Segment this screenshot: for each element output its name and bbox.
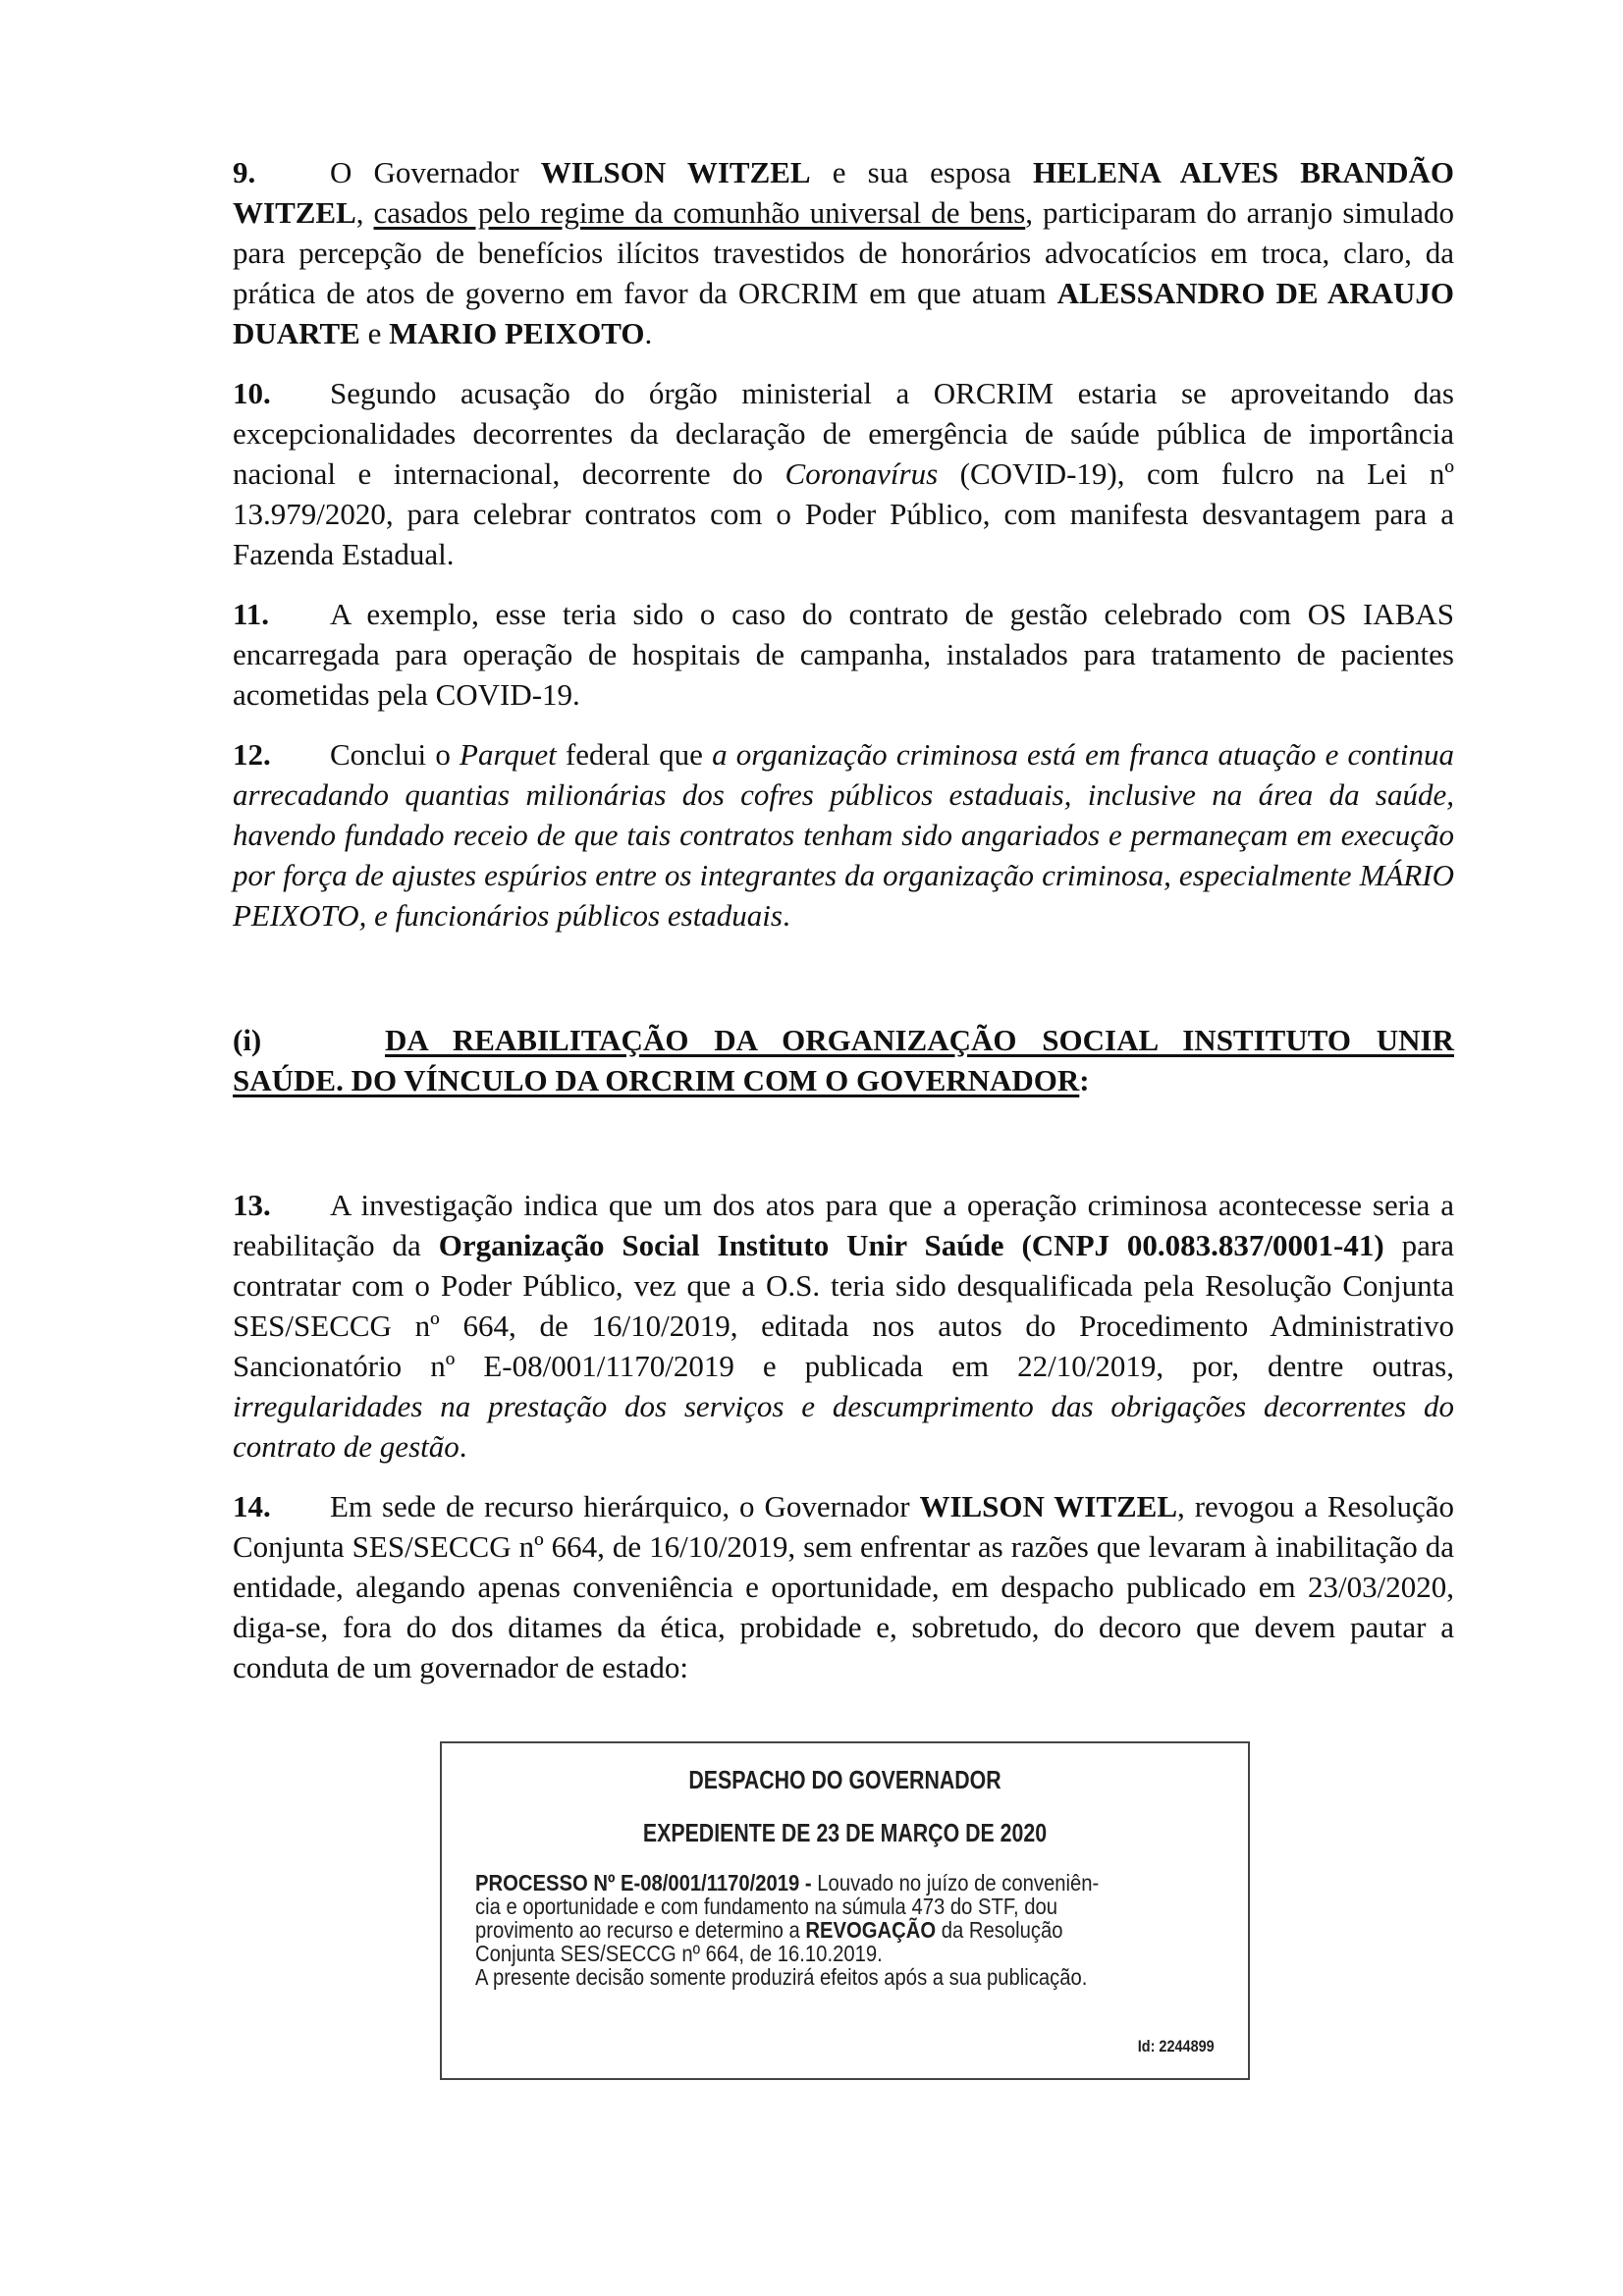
- process-number: PROCESSO Nº E-08/001/1170/2019 -: [475, 1870, 812, 1896]
- clipping-line: cia e oportunidade e com fundamento na súmula 473 do STF, dou: [475, 1894, 1057, 1919]
- document-page: [233, 152, 1454, 1707]
- italic-quote: a organização criminosa está em franca atuação e continua arrecadando quantias milionárias dos cofres públicos estaduais, inclusive na área da saúde, havendo fundado receio de que tais contratos tenham sido angariados e permaneçam em execução por força de ajustes espúrios entre os integrantes da organização criminosa, especialmente MÁRIO PEIXOTO, e funcionários públicos estaduais: [233, 737, 1455, 933]
- section-number: (i): [233, 1023, 262, 1057]
- section-heading: [233, 1020, 1454, 1100]
- italic-text: Coronavírus: [784, 456, 939, 491]
- text: O Governador: [330, 155, 541, 189]
- paragraph-number: 12.: [233, 737, 271, 772]
- clipping-line: A presente decisão somente produzirá efeitos após a sua publicação.: [475, 1964, 1088, 1990]
- paragraph-number: 14.: [233, 1489, 271, 1523]
- italic-quote: irregularidades na prestação dos serviços e descumprimento das obrigações decorrentes do contrato de gestão: [233, 1389, 1454, 1464]
- text: A exemplo, esse teria sido o caso do contrato de gestão celebrado com OS IABAS encarregada para operação de hospitais de campanha, instalados para tratamento de pacientes acometidas pela COVID-19.: [233, 597, 1454, 712]
- underlined-text: casados pelo regime da comunhão universal de bens: [373, 195, 1026, 230]
- bold-entity: Organização Social Instituto Unir Saúde (CNPJ 00.083.837/0001-41): [438, 1228, 1384, 1262]
- gazette-clipping: [440, 1741, 1250, 2080]
- paragraph-14: [233, 1486, 1454, 1687]
- text: Segundo acusação do órgão ministerial a ORCRIM estaria se aproveitando das excepcionalidades decorrentes da declaração de emergência de saúde pública de importância nacional e internacional, decorrente do: [233, 376, 1454, 491]
- clipping-line: [475, 1871, 1158, 1895]
- clipping-heading: DESPACHO DO GOVERNADOR: [688, 1765, 1001, 1794]
- bold-name: WILSON WITZEL: [540, 155, 811, 189]
- text: ,: [355, 195, 374, 230]
- paragraph-13: [233, 1185, 1454, 1467]
- text: .: [644, 316, 653, 350]
- text: (COVID-19), com fulcro na Lei nº 13.979/2020, para celebrar contratos com o Poder Público, com manifesta desvantagem para a Fazenda Estadual.: [233, 456, 1454, 571]
- text: para contratar com o Poder Público, vez que a O.S. teria sido desqualificada pela Resolução Conjunta SES/SECCG nº 664, de 16/10/2019, editada nos autos do Procedimento Administrativo Sancionatório nº E-08/001/1170/2019 e publicada em 22/10/2019, por, dentre outras,: [233, 1228, 1454, 1383]
- text: e: [359, 316, 390, 350]
- text: Louvado no juízo de conveniên-: [811, 1870, 1100, 1896]
- clipping-line: [475, 1918, 1158, 1942]
- paragraph-number: 11.: [233, 597, 270, 631]
- paragraph-9: [233, 152, 1454, 353]
- text: Em sede de recurso hierárquico, o Governador: [330, 1489, 920, 1523]
- paragraph-number: 9.: [233, 155, 256, 189]
- text: provimento ao recurso e determino a: [475, 1917, 806, 1943]
- text: e sua esposa: [810, 155, 1033, 189]
- clipping-subheading: EXPEDIENTE DE 23 DE MARÇO DE 2020: [642, 1818, 1048, 1847]
- text: , participaram do arranjo simulado para percepção de benefícios ilícitos travestidos de honorários advocatícios em troca, claro, da prática de atos de governo em favor da ORCRIM em que atuam: [233, 195, 1455, 310]
- clipping-body: [475, 1871, 1158, 1989]
- text: da Resolução: [936, 1917, 1063, 1943]
- revocation-keyword: REVOGAÇÃO: [805, 1917, 937, 1943]
- text: A investigação indica que um dos atos para que a operação criminosa acontecesse seria a reabilitação da: [233, 1188, 1454, 1262]
- paragraph-number: 10.: [233, 376, 271, 410]
- clipping-id: Id: 2244899: [1138, 2037, 1215, 2056]
- text: .: [782, 898, 790, 933]
- text: .: [459, 1429, 467, 1464]
- paragraph-10: [233, 373, 1454, 574]
- bold-name: WILSON WITZEL: [919, 1489, 1178, 1523]
- text: federal que: [556, 737, 713, 772]
- text: Conclui o: [330, 737, 460, 772]
- bold-name: HELENA ALVES BRANDÃO WITZEL: [233, 155, 1454, 230]
- text: , revogou a Resolução Conjunta SES/SECCG nº 664, de 16/10/2019, sem enfrentar as razões que levaram à inabilitação da entidade, alegando apenas conveniência e oportunidade, em despacho publicado em 23/03/2020, diga-se, fora do dos ditames da ética, probidade e, sobretudo, do decoro que devem pautar a conduta de um governador de estado:: [233, 1489, 1454, 1684]
- bold-name: ALESSANDRO DE ARAUJO DUARTE: [233, 276, 1454, 350]
- paragraph-number: 13.: [233, 1188, 271, 1222]
- clipping-line: Conjunta SES/SECCG nº 664, de 16.10.2019.: [475, 1941, 883, 1966]
- section-title: DA REABILITAÇÃO DA ORGANIZAÇÃO SOCIAL INSTITUTO UNIR SAÚDE. DO VÍNCULO DA ORCRIM COM O GOVERNADOR: [233, 1023, 1454, 1097]
- italic-text: Parquet: [460, 737, 557, 772]
- section-colon: :: [1079, 1063, 1090, 1097]
- bold-name: MARIO PEIXOTO: [389, 316, 645, 350]
- paragraph-11: [233, 594, 1454, 715]
- paragraph-12: [233, 734, 1454, 935]
